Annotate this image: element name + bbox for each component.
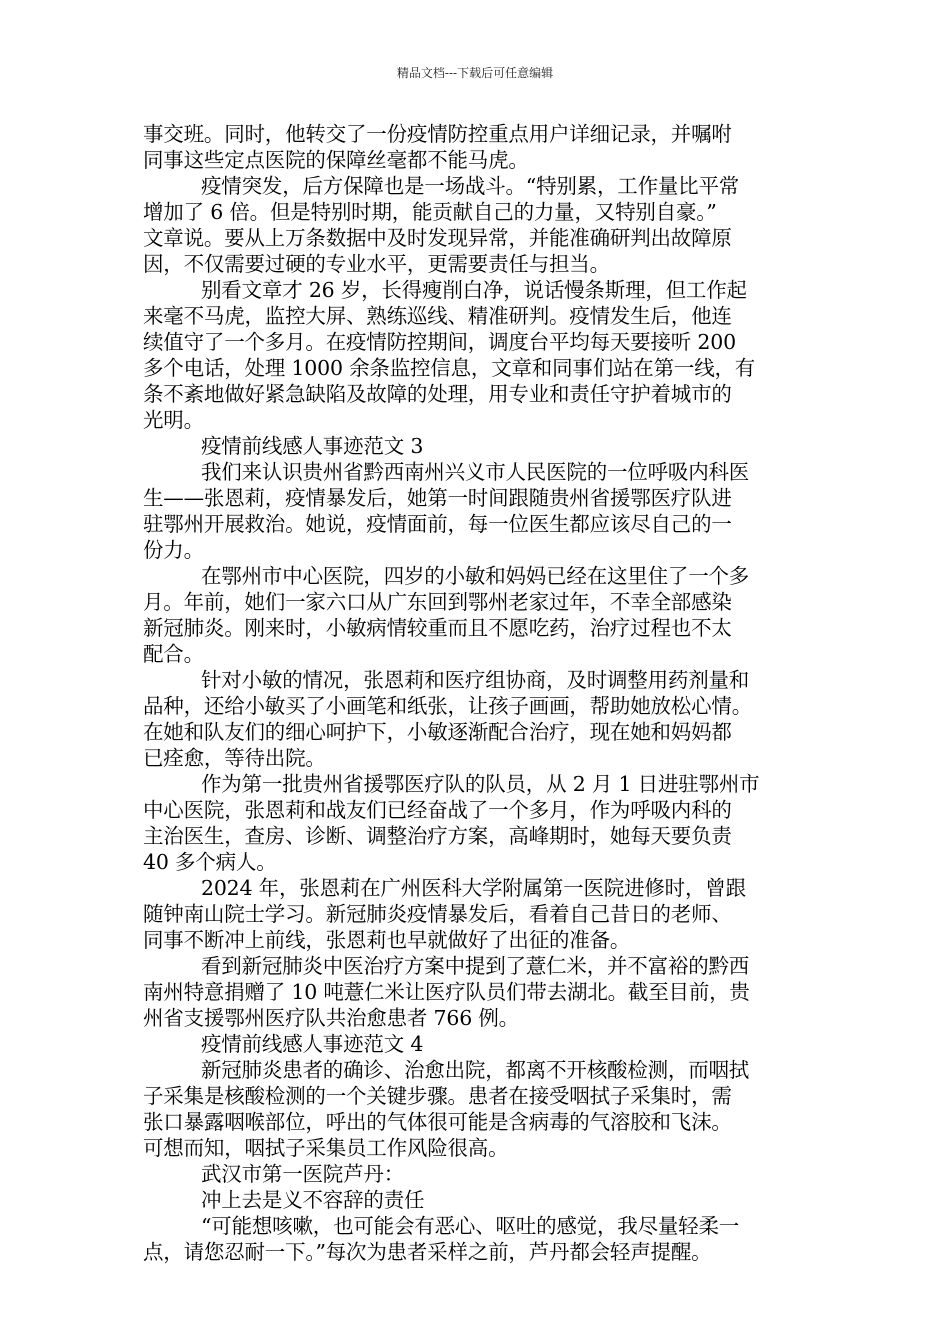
text-line: 在她和队友们的细心呵护下，小敏逐渐配合治疗，现在她和妈妈都 — [143, 720, 732, 744]
text-line: “可能想咳嗽，也可能会有恶心、呕吐的感觉，我尽量轻柔一 — [201, 1214, 740, 1238]
text-line: 可想而知，咽拭子采集员工作风险很高。 — [143, 1136, 509, 1160]
text-line: 月。年前，她们一家六口从广东回到鄂州老家过年，不幸全部感染 — [143, 590, 732, 614]
text-line: 在鄂州市中心医院，四岁的小敏和妈妈已经在这里住了一个多 — [201, 564, 750, 588]
text-line: 南州特意捐赠了 10 吨薏仁米让医疗队员们带去湖北。截至目前，贵 — [143, 980, 750, 1004]
text-line: 同事这些定点医院的保障丝毫都不能马虎。 — [143, 148, 529, 172]
text-line: 主治医生，查房、诊断、调整治疗方案，高峰期时，她每天要负责 — [143, 824, 732, 848]
text-line: 新冠肺炎。刚来时，小敏病情较重而且不愿吃药，治疗过程也不太 — [143, 616, 732, 640]
text-line: 针对小敏的情况，张恩莉和医疗组协商，及时调整用药剂量和 — [201, 668, 750, 692]
text-line: 子采集是核酸检测的一个关键步骤。患者在接受咽拭子采集时，需 — [143, 1084, 732, 1108]
text-line: 看到新冠肺炎中医治疗方案中提到了薏仁米，并不富裕的黔西 — [201, 954, 750, 978]
text-line: 新冠肺炎患者的确诊、治愈出院，都离不开核酸检测，而咽拭 — [201, 1058, 750, 1082]
text-line: 事交班。同时，他转交了一份疫情防控重点用户详细记录，并嘱咐 — [143, 122, 732, 146]
text-line: 配合。 — [143, 642, 204, 666]
text-line: 已痊愈，等待出院。 — [143, 746, 326, 770]
text-line: 作为第一批贵州省援鄂医疗队的队员，从 2 月 1 日进驻鄂州市 — [201, 772, 760, 796]
text-line: 我们来认识贵州省黔西南州兴义市人民医院的一位呼吸内科医 — [201, 460, 750, 484]
text-line: 多个电话，处理 1000 余条监控信息，文章和同事们站在第一线，有 — [143, 356, 756, 380]
text-line: 因，不仅需要过硬的专业水平，更需要责任与担当。 — [143, 252, 610, 276]
text-line: 驻鄂州开展救治。她说，疫情面前，每一位医生都应该尽自己的一 — [143, 512, 732, 536]
text-line: 生——张恩莉，疫情暴发后，她第一时间跟随贵州省援鄂医疗队进 — [143, 486, 732, 510]
text-line: 续值守了一个多月。在疫情防控期间，调度台平均每天要接听 200 — [143, 330, 736, 354]
text-line: 武汉市第一医院芦丹： — [201, 1162, 404, 1186]
text-line: 文章说。要从上万条数据中及时发现异常，并能准确研判出故障原 — [143, 226, 732, 250]
text-line: 点，请您忍耐一下。”每次为患者采样之前，芦丹都会轻声提醒。 — [143, 1240, 712, 1264]
text-line: 随钟南山院士学习。新冠肺炎疫情暴发后，看着自己昔日的老师、 — [143, 902, 732, 926]
text-line: 条不紊地做好紧急缺陷及故障的处理，用专业和责任守护着城市的 — [143, 382, 732, 406]
text-line: 2024 年，张恩莉在广州医科大学附属第一医院进修时，曾跟 — [201, 876, 746, 900]
text-line: 光明。 — [143, 408, 204, 432]
text-line: 增加了 6 倍。但是特别时期，能贡献自己的力量，又特别自豪。” — [143, 200, 717, 224]
text-line: 州省支援鄂州医疗队共治愈患者 766 例。 — [143, 1006, 519, 1030]
text-line: 张口暴露咽喉部位，呼出的气体很可能是含病毒的气溶胶和飞沫。 — [143, 1110, 732, 1134]
text-line: 中心医院，张恩莉和战友们已经奋战了一个多月，作为呼吸内科的 — [143, 798, 732, 822]
page-header: 精品文档---下载后可任意编辑 — [396, 66, 554, 80]
text-line: 别看文章才 26 岁，长得瘦削白净，说话慢条斯理，但工作起 — [201, 278, 747, 302]
text-line: 冲上去是义不容辞的责任 — [201, 1188, 425, 1212]
text-line: 来毫不马虎，监控大屏、熟练巡线、精准研判。疫情发生后，他连 — [143, 304, 732, 328]
text-line: 疫情突发，后方保障也是一场战斗。“特别累，工作量比平常 — [201, 174, 740, 198]
document-body — [143, 121, 813, 1265]
text-line: 同事不断冲上前线，张恩莉也早就做好了出征的准备。 — [143, 928, 631, 952]
text-line: 份力。 — [143, 538, 204, 562]
text-line: 40 多个病人。 — [143, 850, 277, 874]
text-line: 疫情前线感人事迹范文 4 — [201, 1032, 424, 1056]
text-line: 疫情前线感人事迹范文 3 — [201, 434, 424, 458]
text-line: 品种，还给小敏买了小画笔和纸张，让孩子画画，帮助她放松心情。 — [143, 694, 752, 718]
